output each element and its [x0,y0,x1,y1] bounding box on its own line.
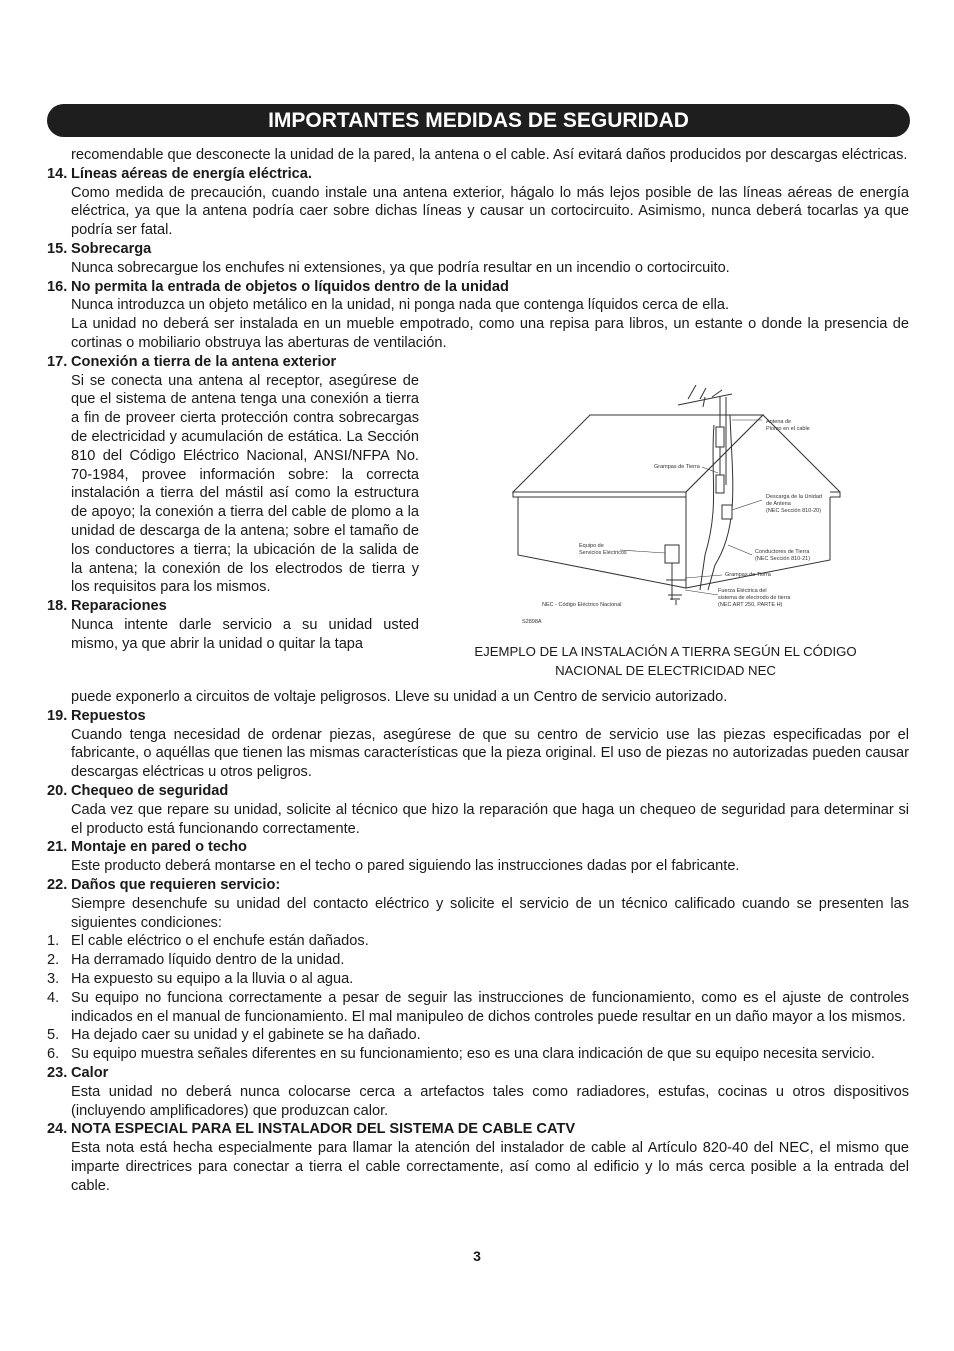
list-item-number: 3. [47,970,60,987]
section-number: 20. [47,782,68,799]
section-number: 22. [47,876,68,893]
list-item [47,989,909,1027]
bottom-text-block [47,688,909,1196]
section-20-heading [47,782,909,801]
power-label-3: (NEC ART 250, PARTE H) [718,602,783,608]
section-title: No permita la entrada de objetos o líquidos dentro de la unidad [71,278,509,295]
section-title: Reparaciones [71,598,167,615]
section-title: Daños que requieren servicio: [71,876,281,893]
list-item-text: Ha expuesto su equipo a la lluvia o al agua. [71,970,354,987]
section-number: 19. [47,707,68,724]
list-item-text: Su equipo no funciona correctamente a pesar de seguir las instrucciones de funcionamiento, como es el ajuste de controles indicados en el manual de funcionamiento. El mal manipuleo de dichos controles puede resultar en un daño mayor a los mismos. [71,989,909,1025]
section-23-heading [47,1064,909,1083]
section-22-text: Siempre desenchufe su unidad del contacto eléctrico y solicite el servicio de un técnico calificado cuando se presenten las siguientes condiciones: [71,895,909,931]
section-title: Chequeo de seguridad [71,782,229,799]
section-title: Sobrecarga [71,240,152,257]
section-title: Conexión a tierra de la antena exterior [71,353,337,370]
section-21-heading [47,838,909,857]
section-number: 16. [47,278,68,295]
section-title: Montaje en pared o techo [71,839,247,856]
section-14-text: Como medida de precaución, cuando instale una antena exterior, hágalo lo más lejos posible de las líneas aéreas de energía eléctrica, ya que la antena podría caer sobre dichas líneas y causar un cortocircuito. Asimismo, nunca deberá tocarlas ya que podría ser fatal. [71,184,909,239]
section-title: Líneas aéreas de energía eléctrica. [71,165,312,182]
power-label-2: sistema de electrodo de tierra [718,595,791,601]
section-21-text: Este producto deberá montarse en el techo o pared siguiendo las instrucciones dadas por el fabricante. [71,858,740,875]
page-title-banner [47,104,910,137]
clamps-bottom-label: Grampas de Tierra [725,572,771,578]
section-18-text-2: puede exponerlo a circuitos de voltaje peligrosos. Lleve su unidad a un Centro de servicio autorizado. [71,689,728,705]
discharge-label-3: (NEC Sección 810-20) [766,508,822,514]
section-number: 21. [47,839,68,856]
electrical-service-box [665,545,679,563]
list-item [47,932,909,951]
list-item-number: 4. [47,989,60,1006]
page-number: 3 [473,1248,481,1264]
power-label-1: Fuerza Eléctrica del [718,588,767,594]
equipment-label-2: Servicios Eléctricos [579,550,627,556]
section-23-text: Esta unidad no deberá nunca colocarse cerca a artefactos tales como radiadores, estufas, cocinas u otros dispositivos (incluyendo amplificadores) que produzcan calor. [71,1083,909,1119]
list-item-text: Ha dejado caer su unidad y el gabinete se ha dañado. [71,1027,421,1044]
section-title: Repuestos [71,707,146,724]
section-number: 14. [47,165,68,182]
list-item [47,951,909,970]
discharge-label-2: de Antena [766,501,791,507]
section-number: 17. [47,353,68,370]
antenna-label-1: Antena de [766,419,792,425]
section-title: NOTA ESPECIAL PARA EL INSTALADOR DEL SISTEMA DE CABLE CATV [71,1121,576,1138]
list-item-number: 5. [47,1027,60,1044]
figure-caption-line-2: NACIONAL DE ELECTRICIDAD NEC [555,662,776,678]
list-item [47,970,909,989]
figure-code: S2898A [522,619,542,625]
list-item-text: El cable eléctrico o el enchufe están dañados. [71,933,369,950]
intro-paragraph: recomendable que desconecte la unidad de la pared, la antena o el cable. Así evitará daños producidos por descargas eléctricas. [71,147,908,163]
list-item [47,1045,909,1064]
nec-label: NEC - Código Eléctrico Nacional [542,602,622,608]
conductors-label-2: (NEC Sección 810-21) [755,556,811,562]
section-19-heading [47,707,909,726]
list-item [47,1026,909,1045]
discharge-label-1: Descarga de la Unidad [766,494,822,500]
section-number: 15. [47,240,68,257]
list-item-number: 1. [47,933,60,950]
section-24-heading [47,1120,909,1139]
antenna-icon [678,385,732,407]
section-22-heading [47,876,909,895]
page-title: IMPORTANTES MEDIDAS DE SEGURIDAD [268,109,689,132]
antenna-label-2: Plomo en el cable [766,426,810,432]
section-14-heading [47,165,909,184]
section-15-heading [47,240,909,259]
section-24-text: Esta nota está hecha especialmente para llamar la atención del instalador de cable al Artículo 820-40 del NEC, el mismo que imparte directrices para conectar a tierra el cable correctamente, así como al edificio y lo más cerca posible a la entrada del cable. [71,1140,909,1194]
figure-caption-line-1: EJEMPLO DE LA INSTALACIÓN A TIERRA SEGÚN EL CÓDIGO [474,644,857,659]
list-item-number: 2. [47,952,60,969]
list-item-text: Ha derramado líquido dentro de la unidad. [71,952,345,969]
list-item-text: Su equipo muestra señales diferentes en su funcionamiento; eso es una clara indicación de que su equipo necesita servicio. [71,1046,875,1063]
section-title: Calor [71,1064,109,1081]
section-number: 23. [47,1064,68,1081]
section-20-text: Cada vez que repare su unidad, solicite al técnico que hizo la reparación que haga un chequeo de seguridad para determinar si el producto está funcionando correctamente. [71,801,909,837]
section-16-text-2: La unidad no deberá ser instalada en un mueble empotrado, como una repisa para libros, un estante o donde la presencia de cortinas o mobiliario obstruya las aberturas de ventilación. [71,316,909,351]
figure-caption [448,643,883,680]
conductors-label-1: Conductores de Tierra [755,549,810,555]
section-16-heading [47,278,909,297]
section-number: 18. [47,598,68,615]
antenna-grounding-diagram [500,385,845,630]
section-19-text: Cuando tenga necesidad de ordenar piezas, asegúrese de que su centro de servicio use las piezas especificadas por el fabricante, o aquéllas que tienen las mismas características que la pieza original. El uso de piezas no autorizadas pueden causar descargas eléctricas u otros peligros. [71,726,909,781]
section-15-text: Nunca sobrecargue los enchufes ni extensiones, ya que podría resultar en un incendio o cortocircuito. [71,259,730,276]
section-18-text-1: Nunca intente darle servicio a su unidad usted mismo, ya que abrir la unidad o quitar la tapa [71,616,419,652]
section-16-text-1: Nunca introduzca un objeto metálico en la unidad, ni ponga nada que contenga líquidos cerca de ella. [71,297,729,314]
section-17-heading [47,353,909,372]
list-item-number: 6. [47,1046,60,1063]
clamps-top-label: Grampas de Tierra [654,464,700,470]
section-17-text: Si se conecta una antena al receptor, asegúrese de que el sistema de antena tenga una conexión a tierra a fin de proveer cierta protección contra sobrecargas de electricidad y acumulación de estática. La Sección 810 del Código Eléctrico Nacional, ANSI/NFPA No. 70-1984, provee información sobre: la correcta instalación a tierra del mástil así como la estructura de apoyo; la conexión a tierra del cable de plomo a la unidad de descarga de la antena; sobre el tamaño de los conductores a tierra; la ubicación de la salida de la antena; la conexión de los electrodos de tierra y los requisitos para los mismos. [71,372,419,596]
equipment-label-1: Equipo de [579,543,604,549]
section-number: 24. [47,1121,68,1138]
